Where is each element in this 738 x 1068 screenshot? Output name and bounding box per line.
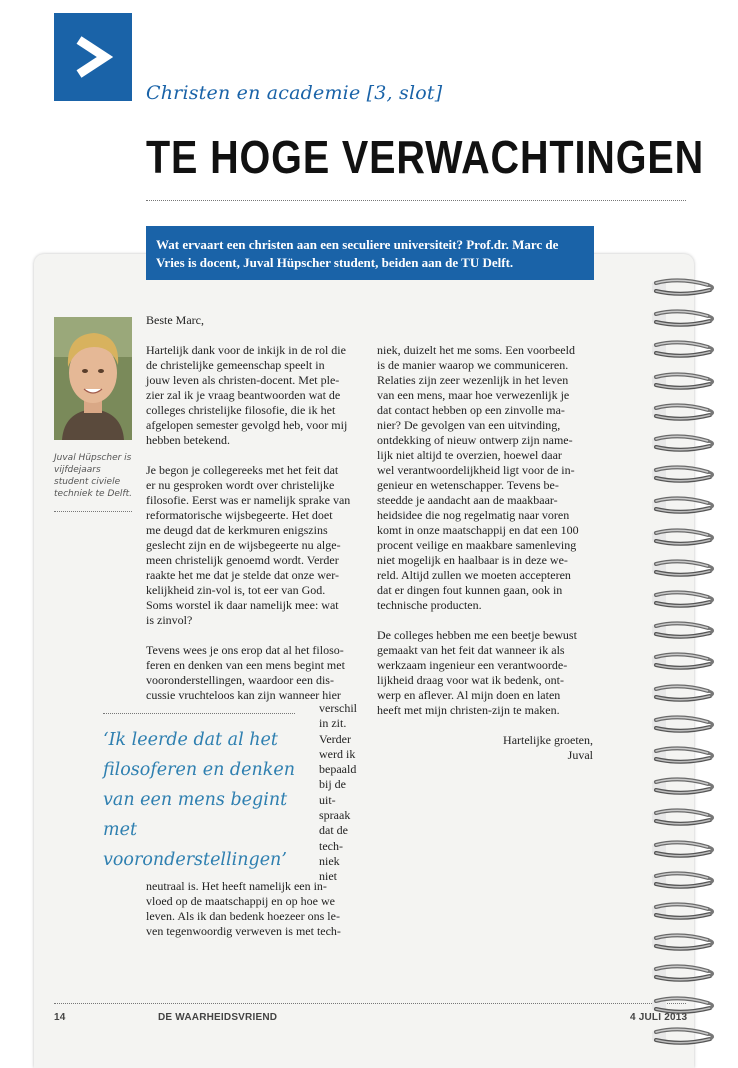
binding-coil [650,900,718,924]
title-divider [146,200,686,201]
pull-quote: ‘Ik leerde dat al het filosoferen en denken van een mens begint met vooronderstellingen’ [103,730,295,870]
binding-coil [650,869,718,893]
binding-coil [650,744,718,768]
binding-coil [650,557,718,581]
letter-salutation: Beste Marc, [146,313,204,327]
binding-coil [650,713,718,737]
intro-box: Wat ervaart een christen aan een seculiere universiteit? Prof.dr. Marc de Vries is docent, Juval Hüpscher student, beiden aan de TU Delft. [146,226,594,280]
binding-coil [650,1025,718,1049]
letter-column-1 [146,313,368,703]
binding-coil [650,931,718,955]
binding-coil [650,432,718,456]
paragraph: Hartelijk dank voor de inkijk in de rol die de christelijke gemeenschap speelt in jouw leven als christen-docent. Met ple- zier zal ik je vraag beantwoorden wat de colleges christelijke filosofie, die ik het afgelopen semester gevolgd heb, voor mij hebben betekend. [146,343,348,447]
binding-coil [650,276,718,300]
chevron-right-icon [73,34,113,80]
signature: Juval [567,748,593,762]
footer-divider [54,1003,686,1004]
paragraph-continued: neutraal is. Het heeft namelijk een in- vloed op de maatschappij en op hoe we leven. Als ik dan bedenk hoezeer ons le- ven tegenwoordig verweven is met tech- [146,879,341,938]
paragraph: Je begon je collegereeks met het feit dat er nu gesproken wordt over christelijke filosofie. Eerst was er namelijk sprake van reformatorische wijsbegeerte. Het doet me deugd dat de kerkmuren enigszins geslecht zijn en de wijsbegeerte nu alge- meen christelijk genoemd wordt. Verder raakte het me dat je stelde dat onze wer- kelijkheid zin-vol is, tot eer van God. Soms worstel ik daar namelijk mee: wat is zinvol? [146,463,351,627]
binding-coil [650,401,718,425]
series-kicker: Christen en academie [3, slot] [146,82,443,104]
letter-column-2 [377,343,595,718]
binding-coil [650,650,718,674]
paragraph-narrow: verschil in zit. Verder werd ik bepaald bij de uit- spraak dat de tech- niek niet [319,701,357,884]
paragraph: niek, duizelt het me soms. Een voorbeeld is de manier waarop we communiceren. Relaties zijn zeer wezenlijk in het leven van een mens, maar hoe verwezenlijk je dat contact hebben op een zinvolle ma- nier? De gevolgen van een uitvinding, ontdekking of nieuw ontwerp zijn name- lijk niet altijd te overzien, hoewel daar wel verantwoordelijkheid ligt voor de in- genieur en wetenschapper. Tevens be- steedde je aandacht aan de maakbaar- heidsidee die nog regelmatig naar voren komt in onze maatschappij en dat een 100 procent veilige en maakbare samenleving niet mogelijk en haalbaar is in deze we- reld. Altijd zullen we moeten accepteren dat er dingen fout kunnen gaan, ook in technische producten. [377,343,579,612]
caption-divider [54,511,132,512]
binding-coil [650,619,718,643]
photo-caption: Juval Hüpscher is vijfdejaars student civiele techniek te Delft. [54,453,132,499]
binding-coil [650,838,718,862]
binding-coil [650,962,718,986]
paragraph: Tevens wees je ons erop dat al het filoso- feren en denken van een mens begint met vooronderstellingen, waardoor een dis- cussie vruchteloos kan zijn wanneer hier [146,643,345,702]
issue-date: 4 JULI 2013 [630,1012,688,1023]
binding-coil [650,494,718,518]
page-title: TE HOGE VERWACHTINGEN [146,131,705,183]
binding-coil [650,806,718,830]
section-marker [54,13,132,101]
paragraph: De colleges hebben me een beetje bewust gemaakt van het feit dat wanneer ik als werkzaam ingenieur een verantwoorde- lijkheid draag voor wat ik bedenk, ont- werp en aflever. Al mijn doen en laten heeft met mijn christen-zijn te maken. [377,628,577,717]
binding-coil [650,338,718,362]
author-photo [54,317,132,440]
closing: Hartelijke groeten, [503,733,593,747]
binding-coil [650,526,718,550]
binding-coil [650,682,718,706]
publication-name: DE WAARHEIDSVRIEND [158,1012,278,1023]
binding-coil [650,370,718,394]
binding-coil [650,463,718,487]
binding-coil [650,994,718,1018]
letter-signoff [440,733,593,763]
binding-coil [650,307,718,331]
binding-coil [650,588,718,612]
binding-coil [650,775,718,799]
quote-divider [103,713,295,714]
page-number: 14 [54,1012,66,1023]
